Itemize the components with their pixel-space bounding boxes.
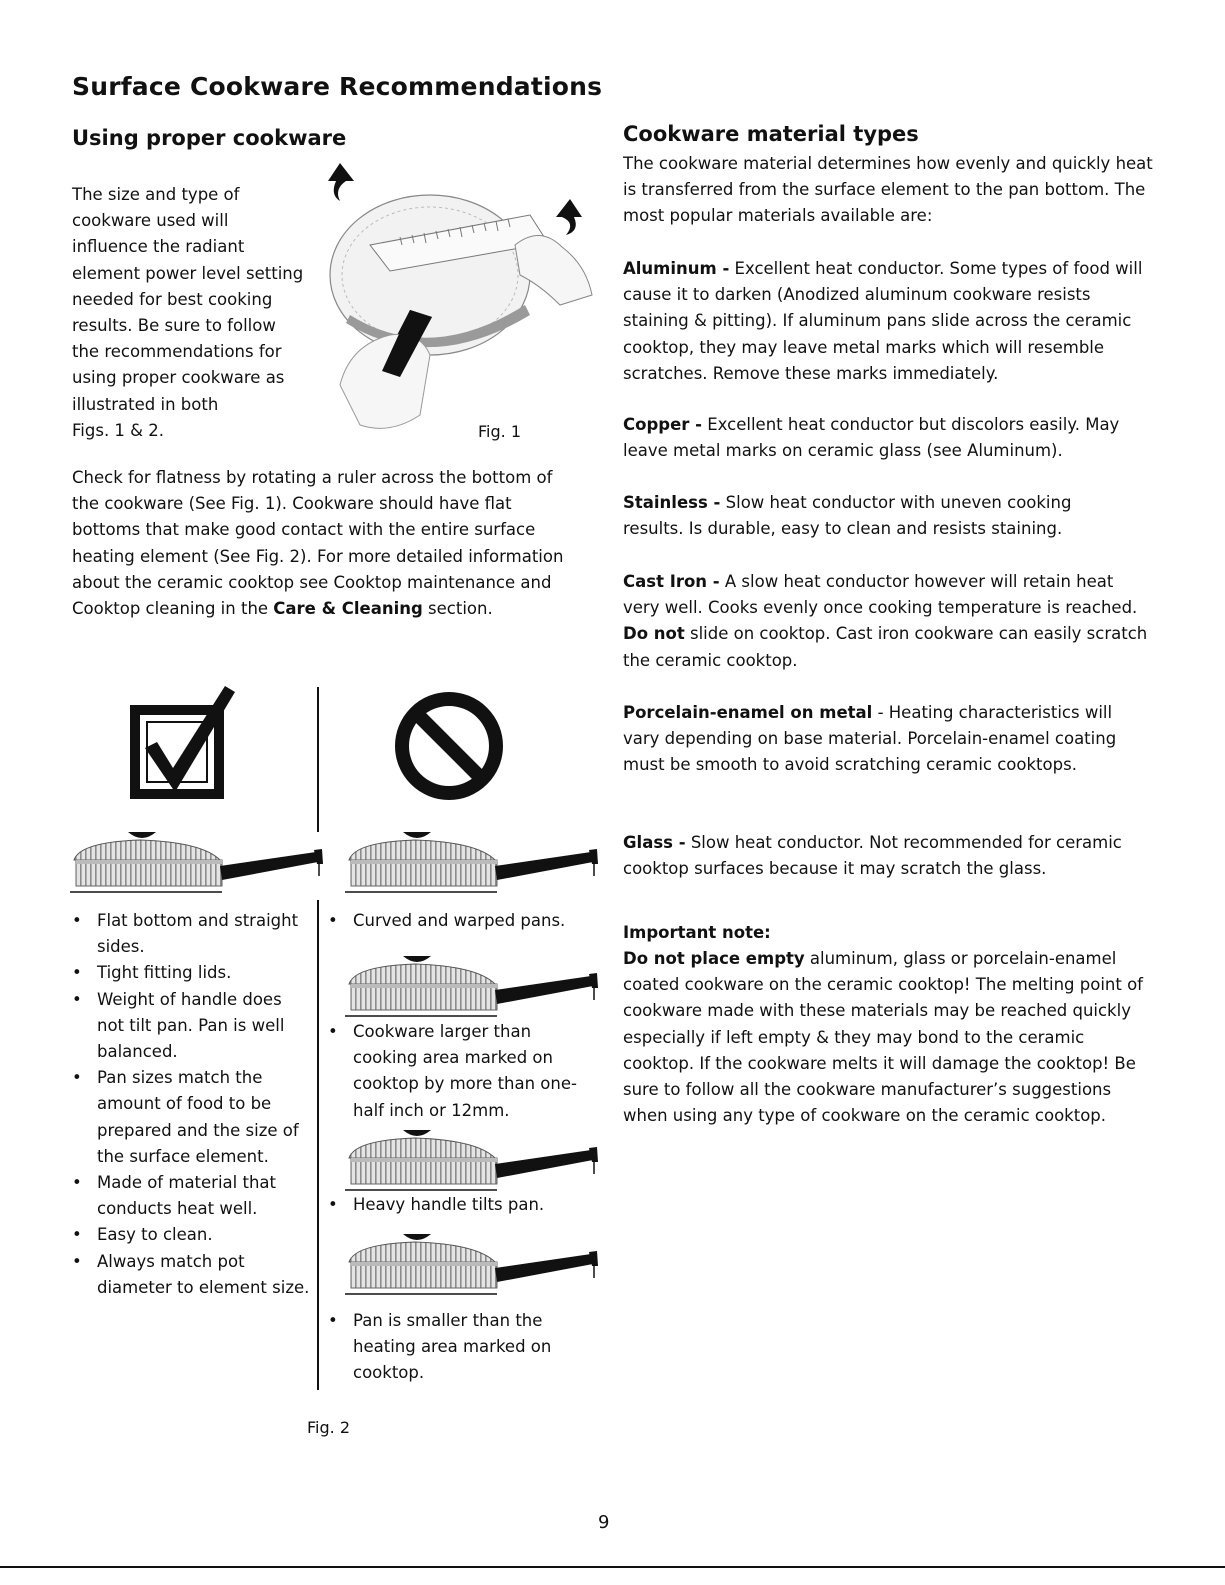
list-item: • Always match pot diameter to element size. <box>72 1249 312 1301</box>
fig2-caption: Fig. 2 <box>307 1418 350 1437</box>
section-heading-material-types: Cookware material types <box>623 122 919 146</box>
bad-cookware-list <box>328 908 593 934</box>
page-number: 9 <box>598 1512 610 1533</box>
flatness-line: Check for flatness by rotating a ruler across the bottom of <box>72 468 553 487</box>
column-divider <box>317 900 319 1390</box>
flatness-paragraph <box>72 465 602 622</box>
important-note-heading: Important note: <box>623 923 771 942</box>
column-divider <box>317 687 319 832</box>
care-cleaning-ref: Care & Cleaning <box>273 599 423 619</box>
list-item: • Tight fitting lids. <box>72 960 312 986</box>
important-note-body: Do not place empty aluminum, glass or porcelain-enamel coated cookware on the ceramic cooktop! The melting point of cookware made with these materials may be reached quickly especially if left empty & they may bond to the ceramic cooktop. If the cookware melts it will damage the cooktop! Be sure to follow all the cookware manufacturer’s suggestions when using any type of cookware on the ceramic cooktop. <box>623 949 1143 1126</box>
fig1-caption: Fig. 1 <box>478 422 521 441</box>
rotate-arrow-icon <box>556 199 582 235</box>
intro-line: element power level setting <box>72 263 304 283</box>
intro-line: using proper cookware as <box>72 368 285 388</box>
small-pan-illustration <box>345 1218 605 1300</box>
rotate-arrow-icon <box>328 163 354 201</box>
fig1-ruler-illustration <box>300 155 600 445</box>
intro-line: needed for best cooking <box>72 289 273 309</box>
flatness-line: the cookware (See Fig. 1). Cookware should have flat <box>72 494 512 514</box>
good-pan-illustration <box>70 816 330 898</box>
material-glass: Glass - Slow heat conductor. Not recommended for ceramic cooktop surfaces because it may scratch the glass. <box>623 833 1122 879</box>
warped-pan-illustration <box>345 816 605 898</box>
list-item: • Weight of handle does not tilt pan. Pan is well balanced. <box>72 987 312 1066</box>
material-porcelain-enamel: Porcelain-enamel on metal - Heating characteristics will vary depending on base material. Porcelain-enamel coating must be smooth to avoid scratching ceramic cooktops. <box>623 703 1117 775</box>
intro-line: The size and type of <box>72 185 240 204</box>
flatness-line: heating element (See Fig. 2). For more detailed information <box>72 546 564 566</box>
page-bottom-rule <box>0 1566 1225 1568</box>
intro-line: the recommendations for <box>72 342 282 362</box>
bad-cookware-list <box>328 1019 578 1124</box>
prohibited-icon <box>393 690 505 802</box>
oversized-pan-illustration <box>345 940 605 1022</box>
list-item: • Cookware larger than cooking area marked on cooktop by more than one-half inch or 12mm. <box>328 1019 578 1124</box>
page-title: Surface Cookware Recommendations <box>72 72 603 101</box>
bad-cookware-list <box>328 1308 578 1387</box>
material-aluminum: Aluminum - Excellent heat conductor. Some types of food will cause it to darken (Anodized aluminum cookware resists staining & pitting). If aluminum pans slide across the ceramic cooktop, they may leave metal marks which will resemble scratches. Remove these marks immediately. <box>623 259 1143 383</box>
material-cast-iron: Cast Iron - A slow heat conductor however will retain heat very well. Cooks evenly once cooking temperature is reached. Do not slide on cooktop. Cast iron cookware can easily scratch the ceramic cooktop. <box>623 572 1148 670</box>
list-item: • Easy to clean. <box>72 1222 312 1248</box>
intro-line: influence the radiant <box>72 237 245 257</box>
list-item: • Flat bottom and straight sides. <box>72 908 312 960</box>
intro-line: Figs. 1 & 2. <box>72 420 165 440</box>
intro-line: cookware used will <box>72 211 229 231</box>
list-item: • Curved and warped pans. <box>328 908 593 934</box>
material-copper: Copper - Excellent heat conductor but discolors easily. May leave metal marks on ceramic glass (see Aluminum). <box>623 415 1120 461</box>
list-item: • Heavy handle tilts pan. <box>328 1192 578 1218</box>
materials-intro: The cookware material determines how evenly and quickly heat is transferred from the surface element to the pan bottom. The most popular materials available are: <box>623 154 1153 226</box>
intro-line: illustrated in both <box>72 394 219 414</box>
checkmark-icon <box>125 680 245 810</box>
list-item: • Made of material that conducts heat well. <box>72 1170 312 1222</box>
section-heading-proper-cookware: Using proper cookware <box>72 126 347 150</box>
good-cookware-list <box>72 908 312 1301</box>
flatness-line: about the ceramic cooktop see Cooktop maintenance and <box>72 572 552 592</box>
list-item: • Pan sizes match the amount of food to be prepared and the size of the surface element. <box>72 1065 312 1170</box>
bad-cookware-list <box>328 1192 578 1218</box>
flatness-line: bottoms that make good contact with the entire surface <box>72 520 536 540</box>
heavy-handle-pan-illustration <box>345 1114 605 1196</box>
list-item: • Pan is smaller than the heating area marked on cooktop. <box>328 1308 578 1387</box>
flatness-line: Cooktop cleaning in the Care & Cleaning section. <box>72 599 493 619</box>
material-stainless: Stainless - Slow heat conductor with uneven cooking results. Is durable, easy to clean and resists staining. <box>623 493 1072 539</box>
intro-line: results. Be sure to follow <box>72 316 276 336</box>
